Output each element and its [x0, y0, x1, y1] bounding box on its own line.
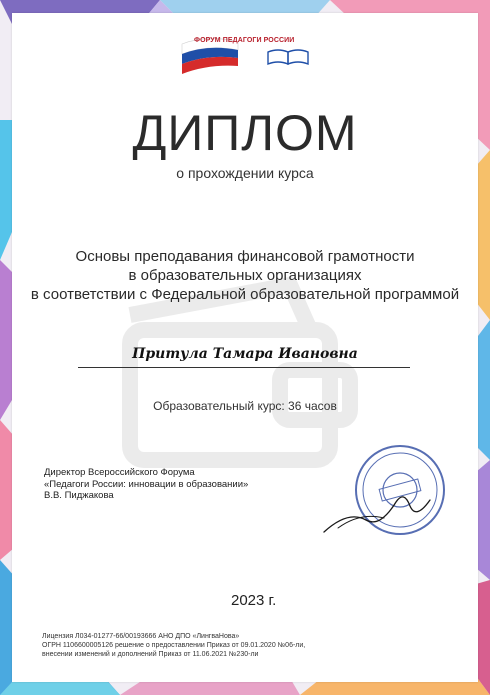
book-icon: [268, 50, 308, 64]
official-stamp: [318, 440, 458, 550]
course-hours: Образовательный курс: 36 часов: [153, 399, 337, 413]
course-line: в соответствии с Федеральной образовательной программой: [30, 286, 460, 303]
name-underline: [78, 367, 410, 368]
license-info: [42, 632, 305, 659]
diploma-year: 2023 г.: [231, 592, 277, 609]
director-line: В.В. Пиджакова: [44, 490, 114, 501]
recipient-name: Притула Тамара Ивановна: [132, 346, 358, 362]
logo-text: ФОРУМ ПЕДАГОГИ РОССИИ: [194, 37, 295, 44]
license-line: внесении изменений и дополнений Приказ от 11.06.2021 №230-ли: [42, 651, 259, 658]
course-line: Основы преподавания финансовой грамотности: [75, 248, 415, 265]
director-block: [44, 467, 248, 502]
director-line: «Педагоги России: инновации в образовании»: [44, 478, 249, 490]
forum-logo: [168, 26, 318, 78]
license-line: Лицензия Л034-01277-66/00193666 АНО ДПО «ЛингваНова»: [42, 633, 240, 640]
course-title: [0, 247, 490, 304]
diploma-title: ДИПЛОМ: [132, 105, 358, 161]
course-line: в образовательных организациях: [128, 267, 362, 284]
director-line: Директор Всероссийского Форума: [44, 467, 195, 478]
license-line: ОГРН 1106600005126 решение о предоставлении Приказ от 09.01.2020 №06-ли,: [42, 642, 306, 649]
diploma-subtitle: о прохождении курса: [176, 165, 314, 181]
